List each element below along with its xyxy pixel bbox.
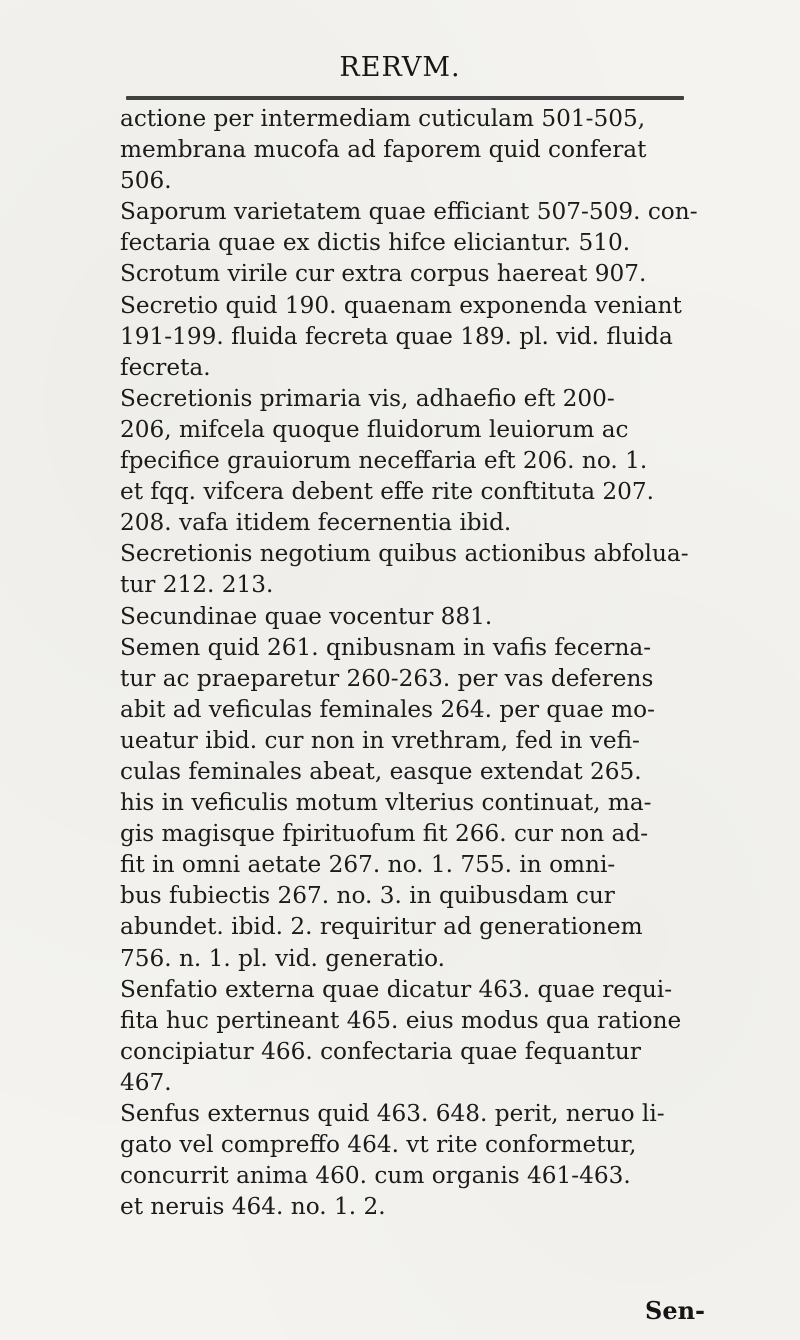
entry-line: et fqq. vifcera debent effe rite conftituta 207. (120, 478, 655, 506)
entry-line: 756. n. 1. pl. vid. generatio. (120, 944, 446, 972)
catchword: Sen- (645, 1296, 706, 1325)
entry-line: actione per intermediam cuticulam 501-505, (120, 105, 646, 132)
entry-line: Secretio quid 190. quaenam exponenda veniant (120, 291, 682, 319)
index-entry (120, 290, 710, 383)
entry-line: fectaria quae ex dictis hifce eliciantur. 510. (120, 229, 631, 257)
entry-line: 467. (120, 1068, 172, 1096)
index-entry (120, 196, 710, 258)
entry-line: bus fubiectis 267. no. 3. in quibusdam cur (120, 882, 615, 910)
entry-line: 506. (120, 167, 172, 195)
entry-line: Secretionis primaria vis, adhaefio eft 200- (120, 384, 615, 412)
entry-line: Senfus externus quid 463. 648. perit, neruo li- (120, 1100, 665, 1127)
entry-line: abundet. ibid. 2. requiritur ad generationem (120, 913, 643, 941)
index-entry (120, 1098, 710, 1222)
entry-line: concurrit anima 460. cum organis 461-463. (120, 1162, 631, 1190)
index-entry (120, 632, 710, 974)
entry-line: gis magisque fpirituofum fit 266. cur non ad- (120, 820, 649, 848)
entry-line: 206, mifcela quoque fluidorum leuiorum ac (120, 415, 629, 443)
entry-line: Secretionis negotium quibus actionibus abfolua- (120, 540, 689, 568)
index-entry (120, 974, 710, 1098)
index-entry (120, 103, 710, 196)
index-entry (120, 258, 710, 289)
entry-line: his in veficulis motum vlterius continuat, ma- (120, 789, 652, 817)
entry-line: Senfatio externa quae dicatur 463. quae requi- (120, 975, 673, 1003)
entry-line: fpecifice grauiorum neceffaria eft 206. no. 1. (120, 447, 648, 475)
entry-line: Semen quid 261. qnibusnam in vafis fecerna- (120, 633, 652, 661)
index-entries (120, 103, 710, 1222)
entry-line: abit ad veficulas feminales 264. per quae mo- (120, 695, 655, 723)
index-entry (120, 538, 710, 600)
entry-line: tur ac praeparetur 260-263. per vas deferens (120, 664, 654, 692)
entry-line: fit in omni aetate 267. no. 1. 755. in omni- (120, 851, 616, 879)
entry-line: culas feminales abeat, easque extendat 265. (120, 757, 642, 785)
entry-line: 208. vafa itidem fecernentia ibid. (120, 509, 512, 537)
entry-line: gato vel compreffo 464. vt rite conformetur, (120, 1131, 637, 1159)
entry-line: membrana mucofa ad faporem quid conferat (120, 136, 647, 164)
entry-line: fita huc pertineant 465. eius modus qua ratione (120, 1006, 682, 1034)
entry-line: 191-199. fluida fecreta quae 189. pl. vid. fluida (120, 322, 673, 350)
entry-line: ueatur ibid. cur non in vrethram, fed in vefi- (120, 726, 640, 754)
index-entry (120, 383, 710, 538)
entry-line: Scrotum virile cur extra corpus haereat 907. (120, 260, 647, 288)
entry-line: concipiatur 466. confectaria quae fequantur (120, 1037, 641, 1065)
index-entry (120, 601, 710, 632)
running-head: RERVM. (339, 52, 461, 83)
entry-line: Secundinae quae vocentur 881. (120, 602, 493, 630)
entry-line: et neruis 464. no. 1. 2. (120, 1193, 386, 1221)
entry-line: Saporum varietatem quae efficiant 507-509. con- (120, 198, 698, 226)
entry-line: fecreta. (120, 353, 211, 381)
entry-line: tur 212. 213. (120, 571, 274, 599)
header-rule (126, 96, 684, 100)
